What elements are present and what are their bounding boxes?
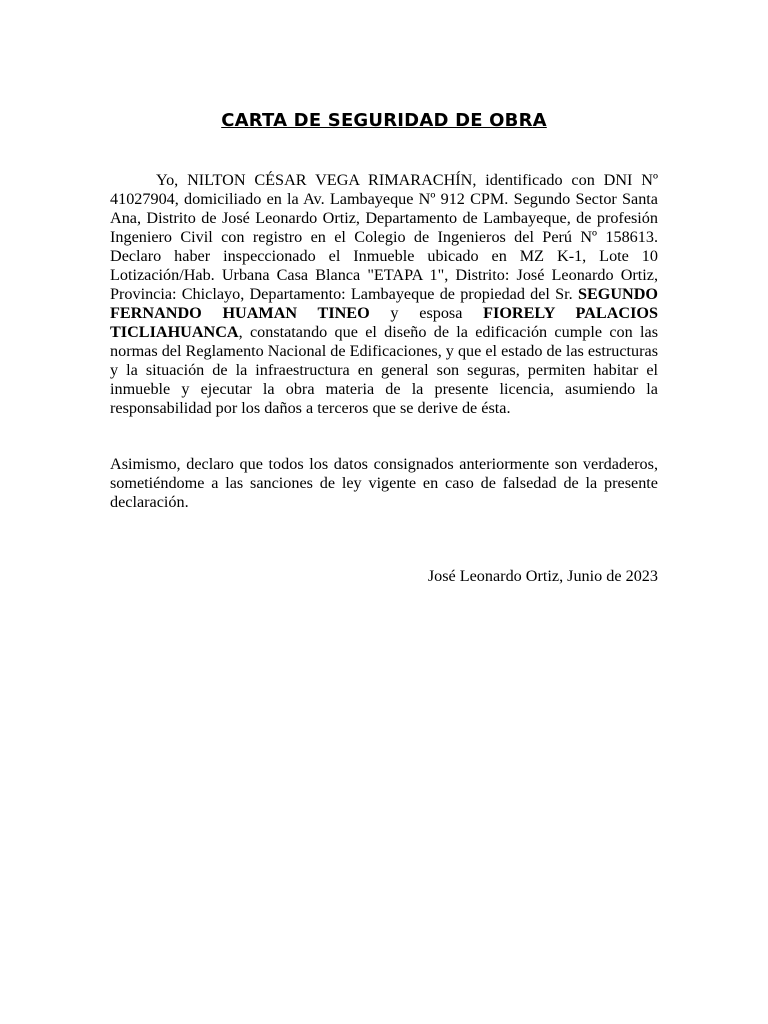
owner-name: SEGUNDO FERNANDO HUAMAN TINEO bbox=[110, 285, 658, 322]
affirmation-paragraph: Asimismo, declaro que todos los datos consignados anteriormente son verdaderos, sometiéndome a las sanciones de ley vigente en caso de falsedad de la presente declaración. bbox=[110, 455, 658, 511]
declaration-text-part2: y esposa bbox=[369, 304, 484, 322]
declaration-paragraph bbox=[110, 171, 658, 418]
declaration-text-part3: , constatando que el diseño de la edificación cumple con las normas del Reglamento Nacional de Edificaciones, y que el estado de las estructuras y la situación de la infraestructura en general son seguras, permiten habitar el inmueble y ejecutar la obra materia de la presente licencia, asumiendo la responsabilidad por los daños a terceros que se derive de ésta. bbox=[110, 323, 658, 417]
declaration-text-part1: Yo, NILTON CÉSAR VEGA RIMARACHÍN, identificado con DNI Nº 41027904, domiciliado en la Av. Lambayeque Nº 912 CPM. Segundo Sector Santa Ana, Distrito de José Leonardo Ortiz, Departamento de Lambayeque, de profesión Ingeniero Civil con registro en el Colegio de Ingenieros del Perú Nº 158613. Declaro haber inspeccionado el Inmueble ubicado en MZ K-1, Lote 10 Lotización/Hab. Urbana Casa Blanca "ETAPA 1", Distrito: José Leonardo Ortiz, Provincia: Chiclayo, Departamento: Lambayeque de propiedad del Sr. bbox=[110, 171, 658, 303]
spouse-name: FIORELY PALACIOS TICLIAHUANCA bbox=[110, 304, 658, 341]
place-date: José Leonardo Ortiz, Junio de 2023 bbox=[427, 567, 658, 585]
document-title: CARTA DE SEGURIDAD DE OBRA bbox=[221, 110, 547, 131]
